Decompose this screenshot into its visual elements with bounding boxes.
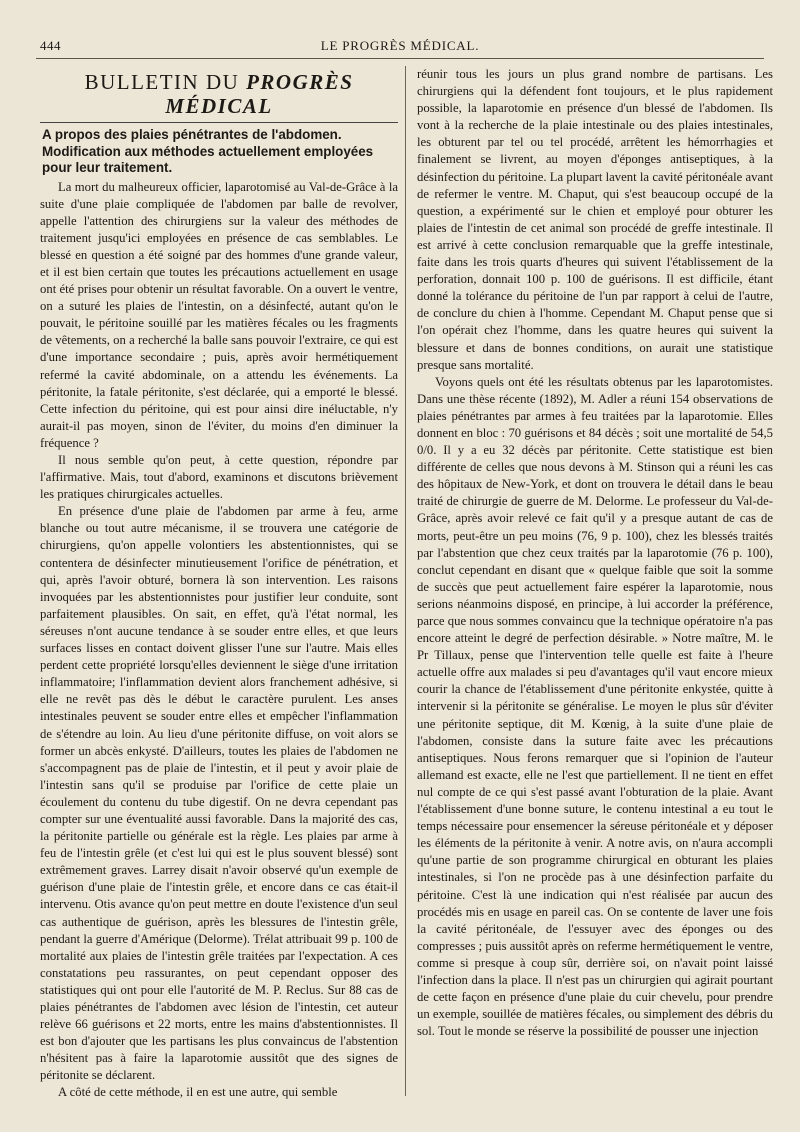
right-column: [417, 66, 773, 1040]
right-paragraph-2: Voyons quels ont été les résultats obtenus par les laparotomistes. Dans une thèse récente (1892), M. Adler a réuni 154 observations de plaies pénétrantes par armes à feu traitées par la laparotomie. Elles donnent en bloc : 70 guérisons et 84 décès ; soit une mortalité de 54,5 0/0. Il y a eu 32 décès par péritonite. Cette statistique est bien différente de celles que nous devons à M. Stinson qui a réuni les cas des hôpitaux de New-York, et dont on trouvera le détail dans le beau traité de chirurgie de guerre de M. Delorme. Le professeur du Val-de-Grâce, après avoir relevé ce fait qu'il y a presque autant de cas de morts, peut-être un peu moins (76, 9 p. 100), chez les blessés traités par l'abstention que chez ceux traités par la laparotomie (76 p. 100), conclut cependant en disant que « quelque faible que soit la somme de succès que peut actuellement faire espérer la laparotomie, nous serions néanmoins disposé, en principe, à lui accorder la préférence, parce que nous sommes convaincu que la technique opératoire n'a pas encore atteint le degré de perfection désirable. » Notre maître, M. le Pr Tillaux, pense que l'intervention telle quelle est faite à l'heure actuelle offre aux malades si peu d'avantages qu'il vaut encore mieux courir la chance de l'établissement d'une péritonite enkystée, quitte à intervenir si la péritonite se généralise. Le moyen le plus sûr d'éviter une péritonite septique, dit M. Kœnig, à la suite d'une plaie de l'abdomen, consiste dans la suture faite avec les précautions antiseptiques. Nous ferons remarquer que si l'opinion de l'auteur allemand est exacte, elle ne l'est que partiellement. Il ne tient en effet nul compte de ce qui s'est passé avant l'obturation de la plaie. Avant l'établissement d'une bonne suture, le contenu intestinal a eu tout le temps nécessaire pour ensemencer la séreuse péritonéale et y déposer les éléments de la péritonite à venir. A notre avis, on n'aura accompli qu'une partie de son programme chirurgical en obturant les plaies intestinales, si l'on ne procède pas à une désinfection parfaite du péritoine. C'est là une indication qui n'est réalisée par aucun des procédés mis en usage en pareil cas. On se contente de laver une fois la cavité péritonéale, de l'essuyer avec des éponges ou des compresses ; puis aussitôt après on referme hermétiquement le ventre, comme si presque à coup sûr, derrière soi, on n'avait point laissé l'infection dans la place. Il n'est pas un chirurgien qui agirait pourtant de cette façon en présence d'une plaie du cuir chevelu, pour prendre un exemple, souillée de matières fécales, ou simplement des débris du sol. Tout le monde se réserve la possibilité de pousser une injection: [417, 374, 773, 1039]
left-paragraph-2: Il nous semble qu'on peut, à cette question, répondre par l'affirmative. Mais, tout d'abord, examinons et discutons brièvement les pratiques chirurgicales actuelles.: [40, 453, 398, 502]
left-paragraph-1: La mort du malheureux officier, laparotomisé au Val-de-Grâce à la suite d'une plaie compliquée de l'abdomen par balle de revolver, appelle l'attention des chirurgiens sur la valeur des méthodes de traitement jusqu'ici employées en présence de cas semblables. Le blessé en question a été soigné par des hommes d'une grande valeur, et il est bien certain que toutes les précautions actuellement en usage ont été prises pour obtenir un résultat favorable. On a ouvert le ventre, on a suturé les plaies de l'intestin, on a désinfecté, autant qu'on le pouvait, le péritoine souillé par les matières fécales ou les fragments de vêtements, on a recherché la balle sans pouvoir l'extraire, ce qui est d'une importance secondaire ; puis, après avoir hermétiquement refermé la cavité abdominale, on a attendu les événements. La péritonite, la fatale péritonite, s'est déclarée, qui a emporté le blessé. Cette infection du péritoine, qui est pour ainsi dire inéluctable, n'y aurait-il pas moyen, sinon de l'éviter, du moins d'en diminuer la fréquence ?: [40, 179, 398, 450]
section-title-part1: BULLETIN DU: [84, 70, 247, 94]
section-title-part2: PROGRÈS MÉDICAL: [165, 70, 354, 118]
page-number: 444: [40, 38, 61, 53]
left-paragraph-3: En présence d'une plaie de l'abdomen par arme à feu, arme blanche ou tout autre mécanisme, il se trouvera une catégorie de chirurgiens, qu'on appelle volontiers les abstentionnistes, qui se contentera de désinfecter minutieusement l'orifice de pénétration, et qui, après l'avoir obturé, bornera là son intervention. Les raisons invoquées par les abstentionnistes pour justifier leur conduite, sont parfaitement plausibles. On sait, en effet, qu'à l'état normal, les séreuses n'ont aucune tendance à se souder entre elles, et que leurs surfaces lisses en contact doivent glisser l'une sur l'autre. Mais elles perdent cette propriété lorsqu'elles deviennent le siège d'une irritation inflammatoire; l'inflammation devient alors franchement adhésive, si elle ne revêt pas dès le début le caractère purulent. Les anses intestinales peuvent se souder entre elles et empêcher l'inflammation de s'étendre au loin. Au lieu d'une péritonite diffuse, on voit alors se former un abcès enkysté. D'ailleurs, toutes les plaies de l'abdomen ne s'accompagnent pas de plaie de l'intestin, et il peut y avoir plaie de l'intestin sans qu'il se produise par l'orifice de cette plaie un écoulement du contenu du tube digestif. On ne devra cependant pas compter sur une éventualité aussi favorable. Dans la majorité des cas, la péritonite partielle ou générale est la règle. Les plaies par arme à feu de l'intestin grêle (et c'est lui qui est le plus souvent blessé) sont extrêmement graves. Larrey disait n'avoir observé qu'un exemple de guérison d'une plaie de l'intestin grêle, et encore dans ce cas était-il intervenu. Otis avance qu'on peut mettre en doute l'existence d'un seul cas authentique de guérison, après les blessures de l'intestin grêle, pendant la guerre d'Amérique (Delorme). Trélat attribuait 99 p. 100 de mortalité aux plaies de l'intestin grêle traitées par l'expectation. A ces constatations peu rassurantes, on peut cependant opposer des statistiques qui ont pour elle l'autorité de M. P. Reclus. Sur 88 cas de plaies pénétrantes de l'abdomen avec lésion de l'intestin, cet auteur relève 66 guérisons et 22 morts, entre les mains d'abstentionnistes. Il est bon d'ajouter que les partisans les plus convaincus de l'abstention n'hésitent pas à faire la laparotomie aussitôt que des signes de péritonite se déclarent.: [40, 504, 398, 1083]
section-title: [40, 70, 398, 118]
column-divider: [405, 66, 406, 1096]
right-paragraph-1: réunir tous les jours un plus grand nombre de partisans. Les chirurgiens qui la défendent font toujours, et le plus rapidement possible, la laparotomie en présence d'un blessé de l'abdomen. Ils vont à la recherche de la plaie intestinale ou des plaies intestinales, les obturent par tel ou tel procédé, arrêtent les hémorrhagies et finalement se livrent, au moyen d'éponges antiseptiques, à la désinfection du péritoine. La plupart lavent la cavité péritonéale avant de refermer le ventre. M. Chaput, qui s'est beaucoup occupé de la question, a expérimenté sur le chien et employé pour obturer les plaies de l'intestin de cet animal son procédé de greffe intestinale. Il est arrivé à cette conclusion remarquable que la greffe intestinale, faite dans les trois quarts d'heures qui suivent l'établissement de la perforation, donnait 100 p. 100 de guérisons. Il est difficile, étant donné la tolérance du péritoine de l'un par rapport à celui de l'autre, de conclure du chien à l'homme. Cependant M. Chaput pense que si l'on opérait chez l'homme, dans les quatre heures qui suivent la blessure et dans de bonnes conditions, on aurait une statistique presque sans mortalité.: [417, 67, 773, 372]
left-paragraph-4: A côté de cette méthode, il en est une autre, qui semble: [58, 1085, 338, 1100]
journal-title: LE PROGRÈS MÉDICAL.: [320, 38, 480, 53]
title-rule: [40, 122, 398, 123]
article-subtitle: A propos des plaies pénétrantes de l'abdomen. Modification aux méthodes actuellement employées pour leur traitement.: [42, 127, 374, 175]
running-header: [36, 36, 764, 59]
left-column: [40, 66, 398, 1102]
